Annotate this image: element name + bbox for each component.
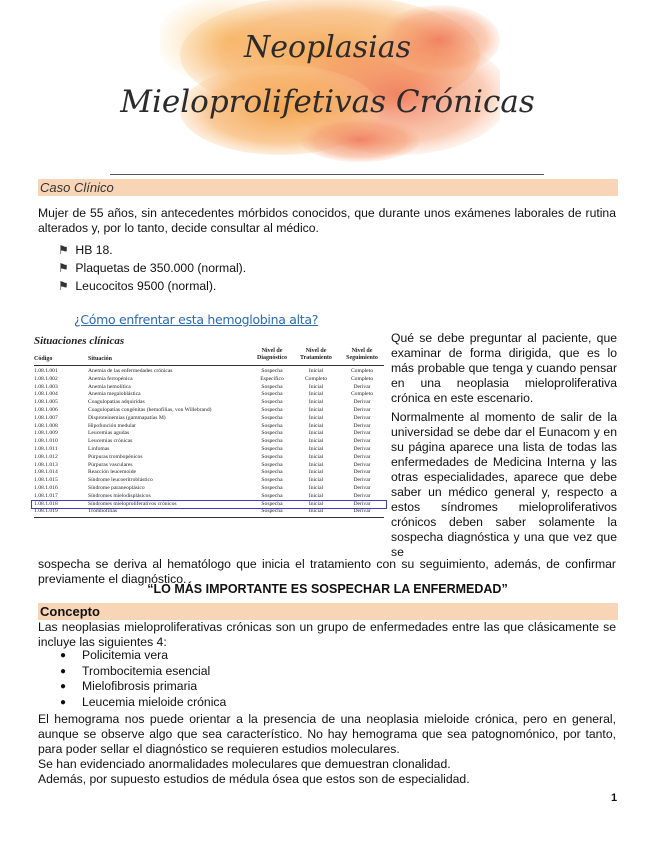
table-row: [32, 368, 386, 375]
table-cell: Derivar: [353, 477, 371, 484]
table-cell: Sospecha: [261, 508, 283, 515]
table-rule: [34, 365, 384, 366]
table-cell: Completo: [350, 368, 374, 374]
table-cell: Inicial: [308, 446, 324, 452]
table-cell: Derivar: [353, 500, 371, 507]
table-cell: Síndromes mieloproliferativos crónicos: [88, 500, 177, 507]
clinical-situations-table: [32, 331, 386, 527]
table-cell: 1.08.1.017: [34, 492, 58, 499]
bullet-dot-icon: ●: [60, 650, 67, 661]
table-cell: Sospecha: [261, 414, 283, 421]
table-cell: Específico: [260, 375, 284, 382]
table-cell: Inicial: [308, 368, 324, 374]
table-cell: Linfomas: [88, 446, 110, 452]
table-cell: Inicial: [308, 414, 324, 421]
table-cell: Sospecha: [261, 500, 283, 507]
table-cell: 1.08.1.010: [34, 438, 58, 445]
table-cell: 1.08.1.005: [34, 399, 58, 406]
table-cell: Coagulopatías congénitas (hemofilias, von Willebrand): [88, 407, 212, 413]
table-cell: Sospecha: [261, 407, 283, 413]
bullet-icon: ⚑: [58, 279, 69, 293]
table-cell: Sospecha: [261, 383, 283, 390]
document-title-line2: Mieloprolifetivas Crónicas: [120, 84, 535, 120]
table-cell: Anemia megaloblástica: [88, 391, 141, 398]
table-cell: Leucemias crónicas: [88, 438, 133, 445]
table-cell: 1.08.1.016: [34, 485, 58, 491]
table-row: [32, 438, 386, 445]
table-cell: Reacción leucemoide: [88, 469, 136, 476]
table-cell: Sospecha: [261, 453, 283, 460]
vital-item: [58, 261, 246, 275]
table-cell: Inicial: [308, 469, 324, 476]
table-cell: Sospecha: [261, 492, 283, 499]
table-cell: Derivar: [353, 469, 371, 476]
table-row: [32, 407, 386, 414]
vital-leucocitos: Leucocitos 9500 (normal).: [75, 279, 217, 293]
table-cell: Derivar: [353, 407, 371, 413]
list-item-label: Trombocitemia esencial: [82, 663, 211, 678]
table-cell: 1.08.1.007: [34, 414, 58, 421]
table-cell: Inicial: [308, 500, 324, 507]
table-cell: Inicial: [308, 492, 324, 499]
list-item-label: Mielofibrosis primaria: [82, 679, 198, 693]
table-cell: Inicial: [308, 399, 324, 406]
table-cell: Derivar: [353, 399, 371, 406]
table-cell: 1.08.1.006: [34, 407, 58, 413]
table-cell: 1.08.1.013: [34, 461, 58, 468]
table-cell: Derivar: [353, 422, 371, 429]
table-row: [32, 430, 386, 437]
table-cell: Derivar: [353, 414, 371, 421]
table-row: [32, 454, 386, 461]
caso-clinico-heading: [38, 179, 618, 196]
table-cell: 1.08.1.001: [34, 368, 58, 374]
right-paragraph-2: Normalmente al momento de salir de la universidad se debe dar el Eunacom y en su página aparece una lista de todas las enfermedades de Medicina Interna y las otras especialidades, aparece que debe saber un médico general y, respecto a estos síndromes mieloproliferativos crónicos deben saber solamente la sospecha diagnóstica y una que vez que se: [391, 410, 617, 559]
table-cell: Sospecha: [261, 399, 283, 406]
table-row: [32, 501, 386, 508]
table-cell: Inicial: [308, 430, 324, 437]
vital-item: [58, 279, 216, 293]
table-cell: 1.08.1.002: [34, 375, 58, 382]
table-cell: 1.08.1.019: [34, 508, 58, 515]
table-cell: Inicial: [308, 461, 324, 468]
table-cell: 1.08.1.018: [34, 500, 58, 507]
table-cell: Derivar: [353, 485, 371, 491]
table-row: [32, 391, 386, 398]
table-cell: Derivar: [353, 453, 371, 460]
header-divider: [110, 174, 544, 175]
list-item: [60, 679, 226, 695]
table-cell: Púrpuras vasculares: [88, 461, 133, 468]
table-cell: Derivar: [353, 430, 371, 437]
table-cell: Derivar: [353, 446, 371, 452]
table-cell: Coagulopatías adquiridas: [88, 399, 145, 406]
bullet-dot-icon: ●: [60, 681, 67, 692]
table-cell: 1.08.1.012: [34, 453, 58, 460]
document-title-line1: Neoplasias: [243, 30, 412, 65]
table-cell: Sospecha: [261, 446, 283, 452]
table-title: Situaciones clínicas: [34, 335, 125, 347]
table-cell: Anemia de las enfermedades crónicas: [88, 368, 173, 374]
table-cell: Sospecha: [261, 485, 283, 491]
table-cell: Leucemias agudas: [88, 430, 130, 437]
concepto-body: [38, 712, 616, 787]
table-row: [32, 485, 386, 492]
table-cell: Síndrome leucoeritroblástico: [88, 477, 153, 484]
table-cell: Trombofilias: [88, 508, 118, 515]
table-row: [32, 415, 386, 422]
table-cell: Inicial: [308, 407, 324, 413]
vital-hb: HB 18.: [75, 243, 113, 257]
table-cell: Inicial: [308, 485, 324, 491]
table-cell: Disproteinemias (gammapatías M): [88, 414, 166, 421]
key-quote: “LO MÁS IMPORTANTE ES SOSPECHAR LA ENFERMEDAD”: [147, 582, 508, 596]
concepto-paragraph-1: El hemograma nos puede orientar a la presencia de una neoplasia mieloide crónica, pero en general, aunque se observe algo que sea característico. No hay hemograma que sea patognomónico, por tanto, para poder sellar el diagnóstico se requieren estudios moleculares.: [38, 712, 616, 756]
list-item: [60, 664, 226, 680]
table-cell: Inicial: [308, 383, 324, 390]
table-cell: Inicial: [308, 391, 324, 398]
table-cell: Síndrome paraneoplásico: [88, 485, 145, 491]
table-cell: Sospecha: [261, 391, 283, 398]
table-row: [32, 384, 386, 391]
table-row: [32, 446, 386, 453]
table-cell: 1.08.1.009: [34, 430, 58, 437]
list-item: [60, 695, 226, 711]
watercolor-banner: [160, 0, 500, 162]
table-row: [32, 493, 386, 500]
continuation-paragraph: sospecha se deriva al hematólogo que inicia el tratamiento con su seguimiento, además, de confirmar previamente el diagnóstico.: [38, 557, 616, 586]
table-cell: Derivar: [353, 508, 371, 515]
vital-plaquetas: Plaquetas de 350.000 (normal).: [75, 261, 247, 275]
concepto-heading-label: Concepto: [40, 604, 100, 619]
page-number: 1: [611, 792, 618, 804]
table-cell: 1.08.1.004: [34, 391, 58, 398]
table-cell: Anemia hemolítica: [88, 383, 131, 390]
concepto-paragraph-3: Además, por supuesto estudios de médula ósea que estos son de especialidad.: [38, 772, 470, 786]
table-cell: Hipofunción medular: [88, 422, 137, 429]
table-cell: Sospecha: [261, 430, 283, 437]
list-item-label: Policitemia vera: [82, 648, 169, 662]
table-header-situacion: Situación: [88, 356, 113, 362]
disease-list: [60, 648, 226, 710]
table-cell: Derivar: [353, 492, 371, 499]
table-cell: 1.08.1.014: [34, 469, 58, 476]
vital-item: [58, 243, 113, 257]
table-header-diagnostico: Nivel de Diagnóstico: [257, 348, 287, 361]
caso-clinico-heading-label: Caso Clínico: [40, 180, 114, 195]
table-cell: Púrpuras trombopénicos: [88, 453, 143, 460]
table-cell: 1.08.1.015: [34, 477, 58, 484]
list-item: [60, 648, 226, 664]
table-cell: Inicial: [308, 422, 324, 429]
bullet-icon: ⚑: [58, 243, 69, 257]
table-cell: 1.08.1.003: [34, 383, 58, 390]
table-cell: Inicial: [308, 508, 324, 515]
concepto-paragraph-2: Se han evidenciado anormalidades moleculares que demuestran clonalidad.: [38, 757, 451, 771]
bullet-icon: ⚑: [58, 261, 69, 275]
table-cell: Derivar: [353, 383, 371, 390]
table-cell: Inicial: [308, 438, 324, 445]
table-row: [32, 462, 386, 469]
table-row: [32, 477, 386, 484]
table-cell: Síndromes mielodisplásicos: [88, 492, 151, 499]
table-cell: Inicial: [308, 453, 324, 460]
bullet-dot-icon: ●: [60, 696, 67, 708]
table-header-seguimiento: Nivel de Seguimiento: [346, 348, 378, 361]
question-link[interactable]: ¿Cómo enfrentar esta hemoglobina alta?: [74, 312, 319, 327]
bullet-dot-icon: ●: [60, 665, 67, 677]
right-paragraph-1: Qué se debe preguntar al paciente, que examinar de forma dirigida, que es lo más probable que tenga y cuando pensar en una neoplasia mieloproliferativa crónica en este escenario.: [391, 331, 617, 405]
table-cell: Sospecha: [261, 438, 283, 445]
case-intro: Mujer de 55 años, sin antecedentes mórbidos conocidos, que durante unos exámenes laborales de rutina alterados y, por lo tanto, decide consultar al médico.: [38, 206, 616, 235]
concepto-intro: Las neoplasias mieloproliferativas crónicas son un grupo de enfermedades entre las que clásicamente se incluye las siguientes 4:: [38, 620, 616, 649]
table-header-codigo: Código: [34, 356, 53, 362]
table-cell: Anemia ferropénica: [88, 375, 133, 382]
table-row: [32, 399, 386, 406]
table-cell: Sospecha: [261, 422, 283, 429]
list-item-label: Leucemia mieloide crónica: [82, 694, 227, 709]
concepto-heading: [38, 603, 618, 620]
table-rule: [34, 517, 384, 518]
table-cell: Derivar: [353, 461, 371, 468]
table-cell: Sospecha: [261, 477, 283, 484]
table-cell: Derivar: [353, 438, 371, 445]
table-row: [32, 469, 386, 476]
table-cell: Inicial: [308, 477, 324, 484]
table-cell: 1.08.1.011: [34, 446, 58, 452]
table-cell: Completo: [304, 375, 328, 382]
table-row: [32, 508, 386, 515]
table-cell: Sospecha: [261, 469, 283, 476]
table-row: [32, 423, 386, 430]
table-row: [32, 376, 386, 383]
table-cell: Completo: [350, 391, 374, 398]
table-cell: Completo: [350, 375, 374, 382]
table-header-tratamiento: Nivel de Tratamiento: [300, 348, 332, 361]
table-cell: 1.08.1.008: [34, 422, 58, 429]
table-cell: Sospecha: [261, 368, 283, 374]
table-cell: Sospecha: [261, 461, 283, 468]
